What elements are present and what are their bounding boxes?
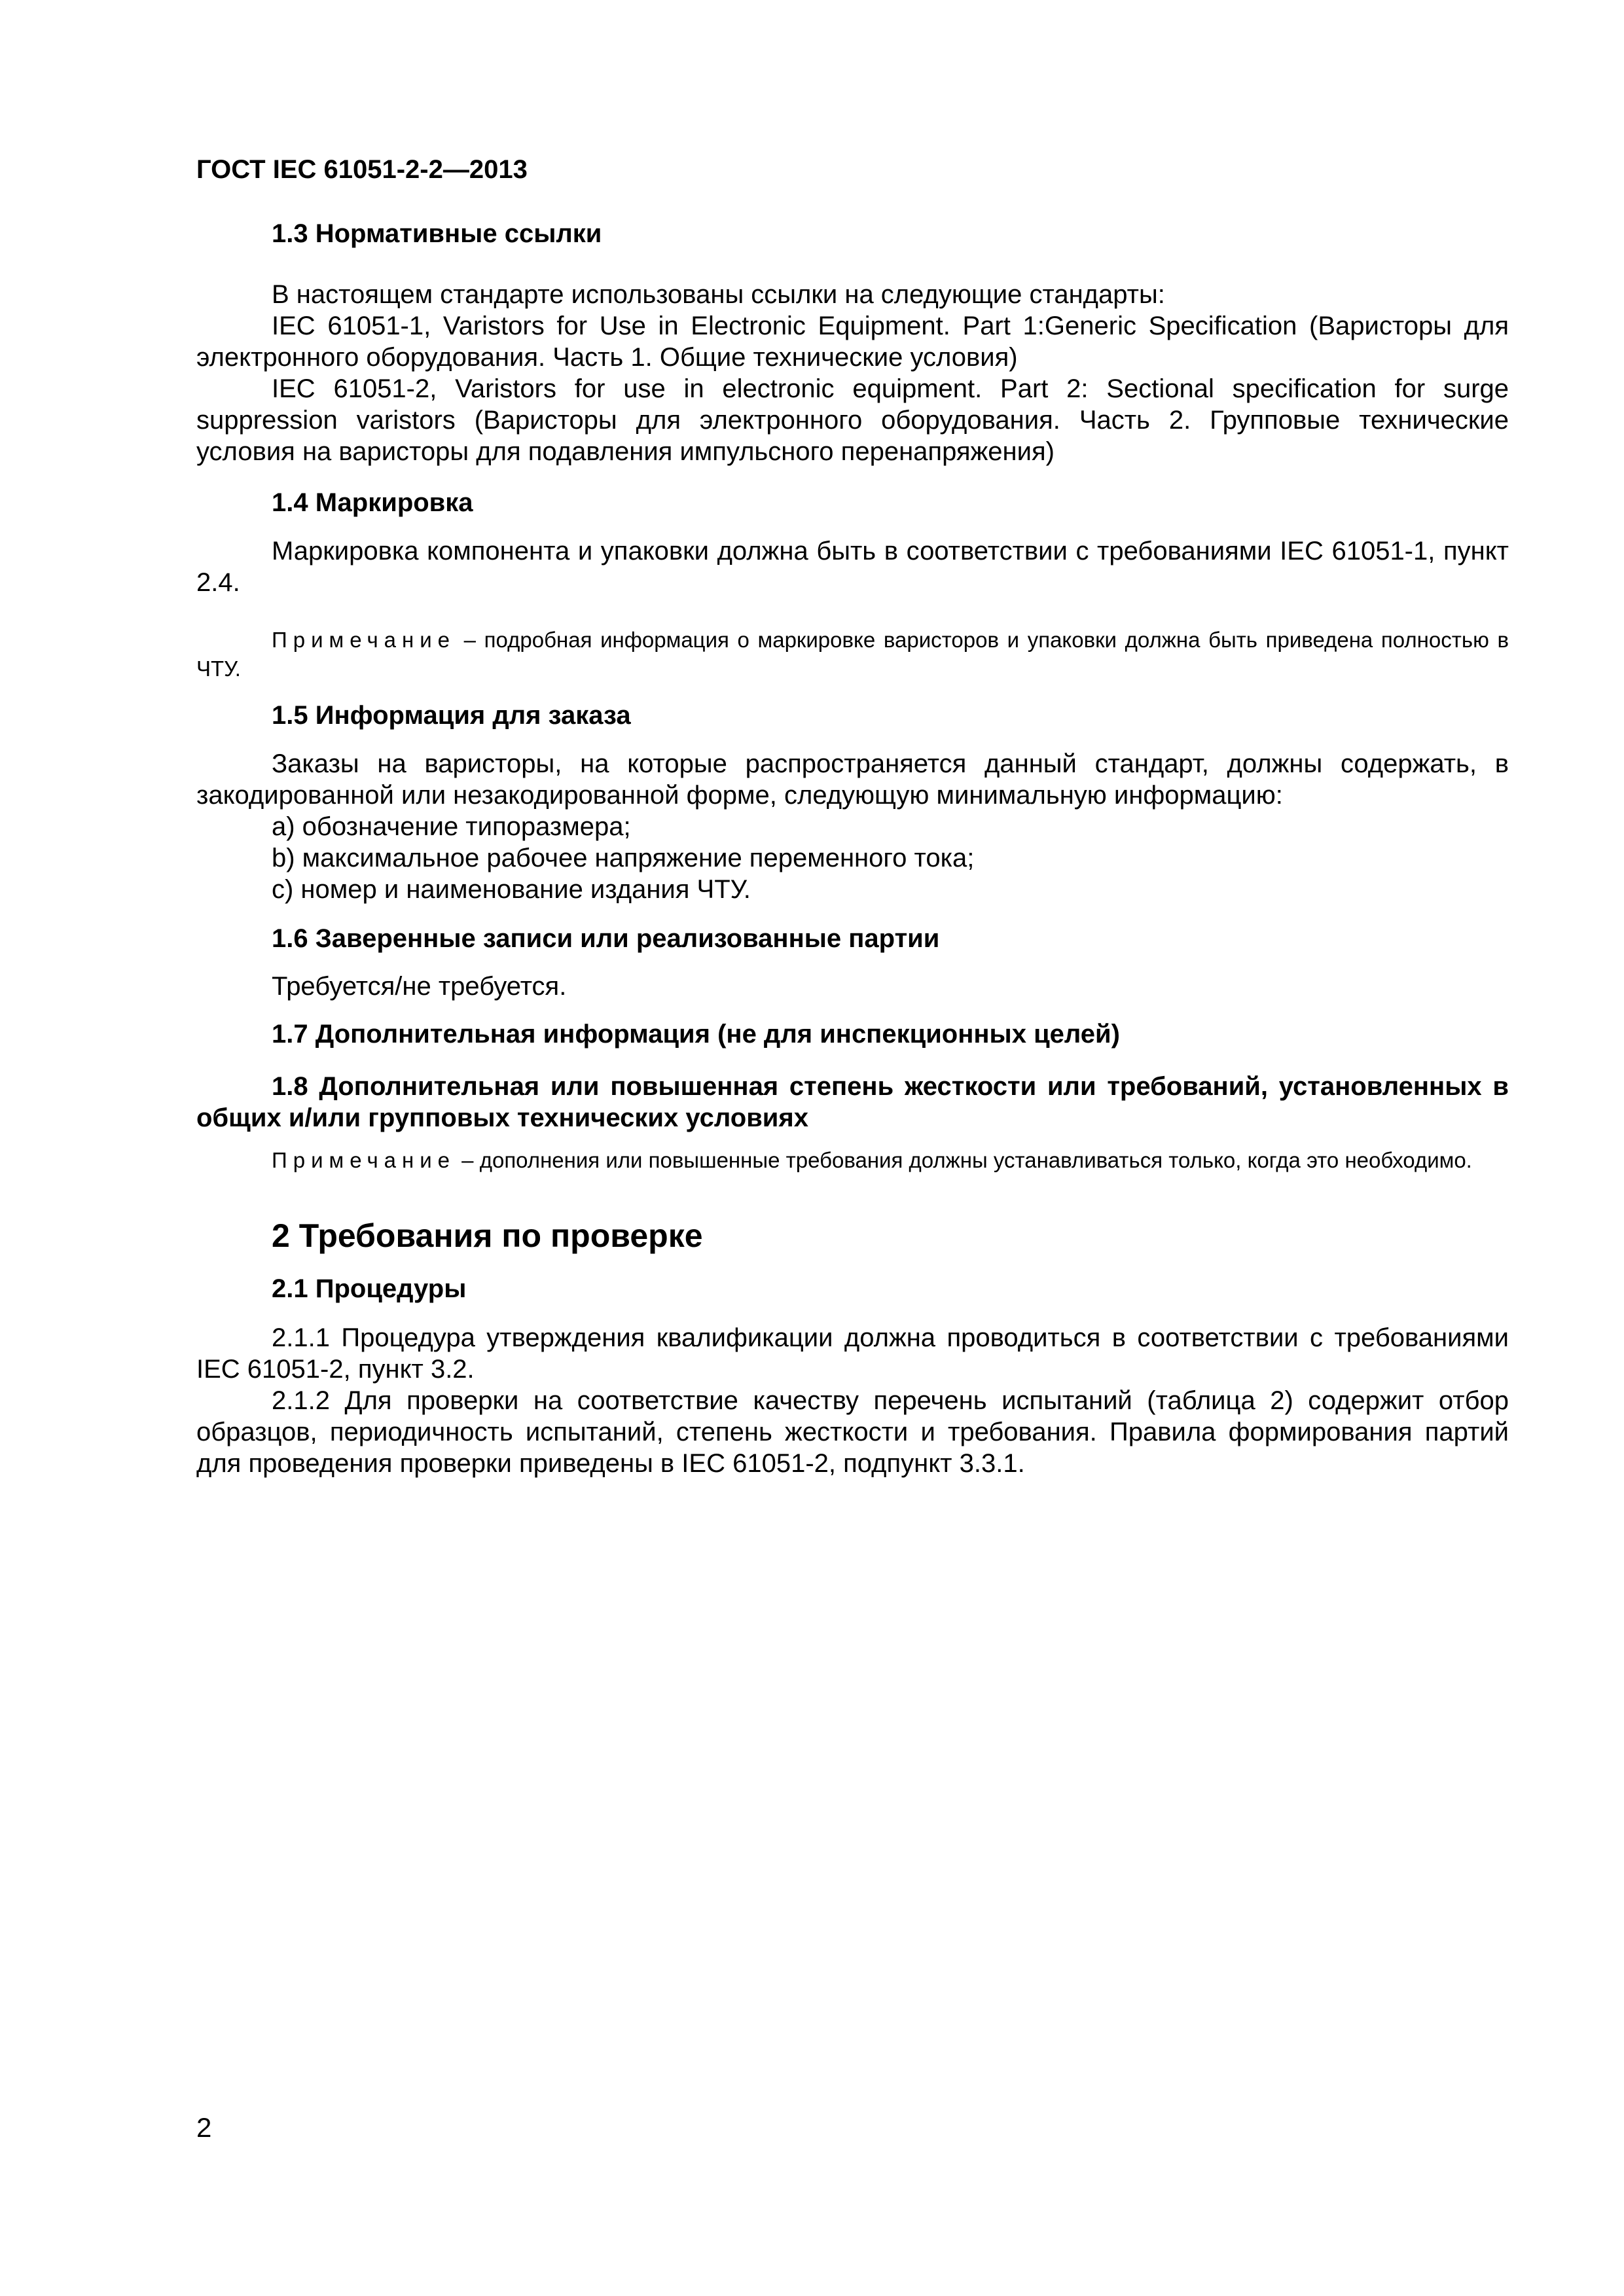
section-1-4 [196, 487, 1509, 518]
section-heading: 2.1 Процедуры [272, 1274, 467, 1303]
section-heading: 1.8 Дополнительная или повышенная степень жесткости или требований, установленных в общих и/или групповых технических условиях [196, 1072, 1509, 1132]
note-1-8 [196, 1146, 1509, 1175]
section-1-5 [196, 700, 1509, 731]
section-1-5-body [196, 748, 1509, 905]
section-1-6-body [196, 971, 1509, 1002]
reference-item: IEC 61051-2, Varistors for use in electronic equipment. Part 2: Sectional specification for surge suppression varistors (Варисторы для электронного оборудования. Часть 2. Групповые технические условия на варисторы для подавления импульсного перенапряжения) [196, 374, 1509, 466]
section-heading: 1.7 Дополнительная информация (не для инспекционных целей) [272, 1020, 1120, 1049]
paragraph: Требуется/не требуется. [272, 972, 567, 1001]
paragraph-intro: В настоящем стандарте использованы ссылки на следующие стандарты: [272, 280, 1165, 309]
section-1-6 [196, 923, 1509, 954]
paragraph: 2.1.2 Для проверки на соответствие качеству перечень испытаний (таблица 2) содержит отбор образцов, периодичность испытаний, степень жесткости и требования. Правила формирования партий для проведения проверки приведены в IEC 61051-2, подпункт 3.3.1. [196, 1386, 1509, 1478]
note-label: Примечание [272, 628, 456, 652]
section-2 [196, 1216, 1509, 1255]
section-1-3-body [196, 279, 1509, 467]
section-2-1 [196, 1273, 1509, 1304]
paragraph: Заказы на варисторы, на которые распространяется данный стандарт, должны содержать, в закодированной или незакодированной форме, следующую минимальную информацию: [196, 749, 1509, 810]
list-item: b) максимальное рабочее напряжение переменного тока; [272, 844, 975, 872]
section-heading: 1.5 Информация для заказа [272, 701, 631, 730]
section-1-3 [196, 218, 1509, 249]
section-1-4-body [196, 535, 1509, 598]
section-1-7 [196, 1018, 1509, 1050]
section-2-1-body [196, 1322, 1509, 1479]
paragraph: 2.1.1 Процедура утверждения квалификации должна проводиться в соответствии с требованиями IEC 61051-2, пункт 3.2. [196, 1323, 1509, 1384]
list-item: c) номер и наименование издания ЧТУ. [272, 875, 751, 904]
paragraph: Маркировка компонента и упаковки должна быть в соответствии с требованиями IEC 61051-1, пункт 2.4. [196, 537, 1509, 597]
reference-item: IEC 61051-1, Varistors for Use in Electronic Equipment. Part 1:Generic Specification (Варисторы для электронного оборудования. Часть 1. Общие технические условия) [196, 312, 1509, 372]
section-heading: 1.4 Маркировка [272, 488, 473, 517]
note-label: Примечание [272, 1148, 456, 1172]
note [196, 1146, 1509, 1175]
note-1-4 [196, 626, 1509, 683]
note-text: – подробная информация о маркировке варисторов и упаковки должна быть приведена полностью в ЧТУ. [196, 628, 1509, 681]
section-heading: 1.3 Нормативные ссылки [272, 219, 602, 248]
note [196, 626, 1509, 683]
chapter-heading: 2 Требования по проверке [272, 1217, 703, 1254]
note-text: – дополнения или повышенные требования должны устанавливаться только, когда это необходимо. [456, 1148, 1472, 1172]
document-header: ГОСТ IEC 61051-2-2—2013 [196, 155, 528, 184]
section-1-8 [196, 1071, 1509, 1134]
list-item: a) обозначение типоразмера; [272, 812, 631, 841]
page-number: 2 [196, 2112, 212, 2143]
section-heading: 1.6 Заверенные записи или реализованные партии [272, 924, 940, 953]
